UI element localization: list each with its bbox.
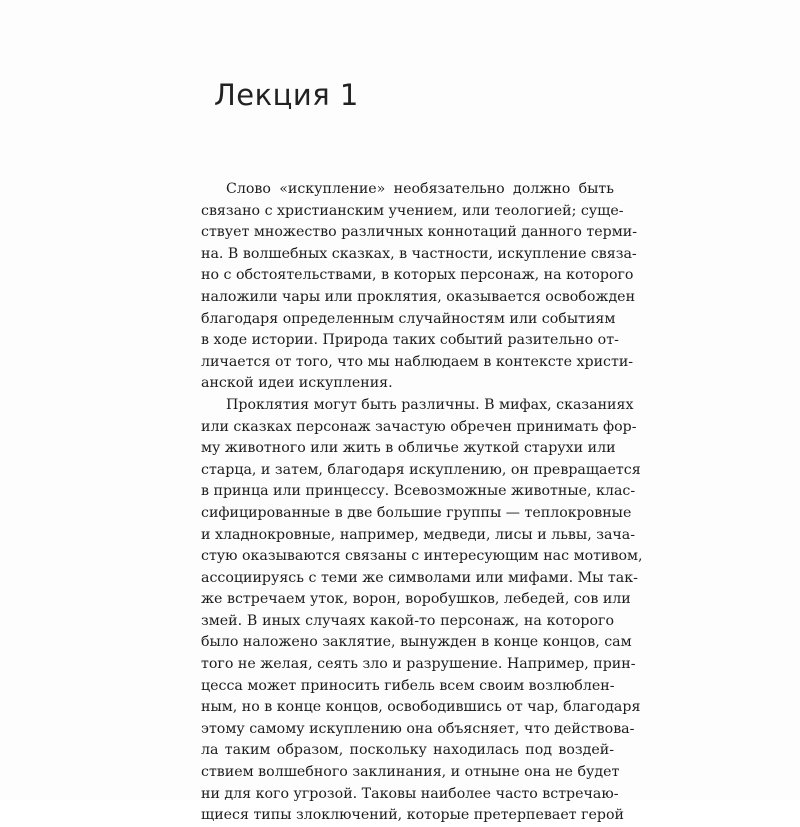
text-line: Слово «искупление» необязательно должно быть xyxy=(226,181,614,197)
text-line: же встречаем уток, ворон, воробушков, лебедей, сов или xyxy=(201,591,631,608)
text-line: благодаря определенным случайностям или событиям xyxy=(201,310,616,327)
text-line: ствием волшебного заклинания, и отныне она не будет xyxy=(201,764,620,781)
text-line: связано с христианским учением, или теологией; суще- xyxy=(201,202,624,219)
text-line: но с обстоятельствами, в которых персонаж, на которого xyxy=(201,267,634,284)
text-line: стую оказываются связаны с интересующим нас мотивом, xyxy=(201,548,643,565)
text-line: му животного или жить в обличье жуткой старухи или xyxy=(201,440,616,457)
text-line: или сказках персонаж зачастую обречен принимать фор- xyxy=(201,418,637,435)
text-line: щиеся типы злоключений, которые претерпевает герой xyxy=(201,807,624,824)
text-line: ным, но в конце концов, освободившись от чар, благодаря xyxy=(201,699,641,716)
text-line: в ходе истории. Природа таких событий разительно от- xyxy=(201,332,619,349)
text-line: старца, и затем, благодаря искуплению, он превращается xyxy=(201,461,641,478)
text-line: ассоциируясь с теми же символами или мифами. Мы так- xyxy=(201,569,638,586)
text-line: личается от того, что мы наблюдаем в контексте христи- xyxy=(201,353,634,370)
text-line: в принца или принцессу. Всевозможные животные, клас- xyxy=(201,483,636,500)
text-line: Проклятия могут быть различны. В мифах, сказаниях xyxy=(226,396,634,413)
text-line: сифицированные в две большие группы — теплокровные xyxy=(201,504,632,521)
text-line: и хладнокровные, например, медведи, лисы и львы, зача- xyxy=(201,526,636,543)
text-line: анской идеи искупления. xyxy=(201,375,393,392)
text-line: этому самому искуплению она объясняет, что действова- xyxy=(201,720,635,737)
lecture-heading: Лекция 1 xyxy=(214,78,359,112)
text-line: ла таким образом, поскольку находилась под воздей- xyxy=(201,742,614,759)
body-text xyxy=(201,179,643,827)
text-line: змей. В иных случаях какой-то персонаж, на которого xyxy=(201,612,614,629)
text-line: было наложено заклятие, вынужден в конце концов, сам xyxy=(201,634,632,651)
text-line: ствует множество различных коннотаций данного терми- xyxy=(201,224,638,241)
text-line: ни для кого угрозой. Таковы наиболее часто встречаю- xyxy=(201,785,619,802)
text-line: того не желая, сеять зло и разрушение. Например, прин- xyxy=(201,656,636,673)
text-line: наложили чары или проклятия, оказывается освобожден xyxy=(201,288,636,305)
text-line: на. В волшебных сказках, в частности, искупление связа- xyxy=(201,245,637,262)
text-line: цесса может приносить гибель всем своим возлюблен- xyxy=(201,677,615,694)
